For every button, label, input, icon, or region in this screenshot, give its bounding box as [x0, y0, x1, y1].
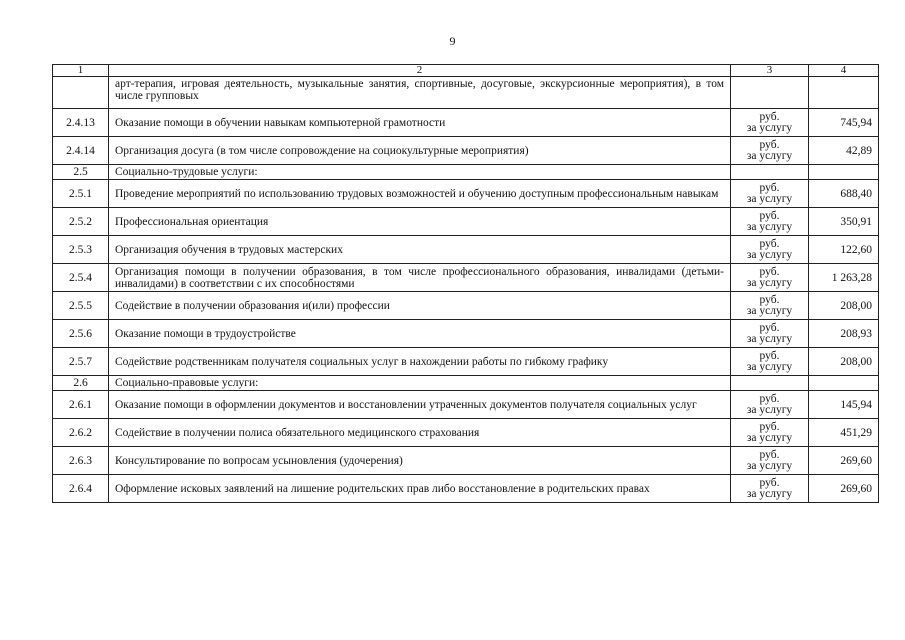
unit-cell	[731, 376, 809, 391]
price-cell: 269,60	[809, 447, 879, 475]
price-cell	[809, 165, 879, 180]
unit-line-1: руб.	[759, 420, 780, 433]
price-cell: 688,40	[809, 180, 879, 208]
service-description: Содействие в получении полиса обязательного медицинского страхования	[109, 419, 731, 447]
price-cell: 208,00	[809, 292, 879, 320]
unit-cell	[731, 236, 809, 264]
unit-line-2: за услугу	[746, 403, 793, 416]
service-description: Организация обучения в трудовых мастерских	[109, 236, 731, 264]
price-cell: 145,94	[809, 391, 879, 419]
table-row	[53, 348, 879, 376]
row-number: 2.6.3	[53, 447, 109, 475]
row-number: 2.5.7	[53, 348, 109, 376]
unit-line-2: за услугу	[746, 276, 793, 289]
table-row	[53, 419, 879, 447]
unit-cell	[731, 320, 809, 348]
table-row	[53, 475, 879, 503]
unit-line-1: руб.	[759, 237, 780, 250]
unit-line-2: за услугу	[746, 304, 793, 317]
table-row	[53, 208, 879, 236]
table-row	[53, 447, 879, 475]
header-col-2: 2	[109, 65, 731, 77]
unit-cell	[731, 208, 809, 236]
unit-line-1: руб.	[759, 476, 780, 489]
section-row	[53, 165, 879, 180]
row-number: 2.6	[53, 376, 109, 391]
table-row	[53, 320, 879, 348]
header-col-4: 4	[809, 65, 879, 77]
tariff-table	[52, 64, 879, 503]
unit-line-2: за услугу	[746, 431, 793, 444]
price-cell: 208,93	[809, 320, 879, 348]
service-description: Содействие родственникам получателя социальных услуг в нахождении работы по гибкому графику	[109, 348, 731, 376]
unit-line-2: за услугу	[746, 459, 793, 472]
unit-line-2: за услугу	[746, 487, 793, 500]
continuation-price-cell	[809, 77, 879, 109]
unit-cell	[731, 419, 809, 447]
price-cell: 451,29	[809, 419, 879, 447]
table-row	[53, 292, 879, 320]
table-header-row	[53, 65, 879, 77]
service-description: Оформление исковых заявлений на лишение родительских прав либо восстановление в родительских правах	[109, 475, 731, 503]
row-number: 2.4.13	[53, 109, 109, 137]
row-number: 2.6.4	[53, 475, 109, 503]
section-title: Социально-трудовые услуги:	[109, 165, 731, 180]
unit-line-2: за услугу	[746, 121, 793, 134]
price-cell	[809, 376, 879, 391]
service-description: Организация помощи в получении образования, в том числе профессионального образования, инвалидами (детьми-инвалидами) в соответствии с их способностями	[109, 264, 731, 292]
unit-line-2: за услугу	[746, 332, 793, 345]
row-number: 2.5.6	[53, 320, 109, 348]
row-number: 2.4.14	[53, 137, 109, 165]
page-number: 9	[449, 34, 456, 48]
unit-cell	[731, 264, 809, 292]
unit-cell	[731, 165, 809, 180]
row-number: 2.5.5	[53, 292, 109, 320]
table-row	[53, 180, 879, 208]
section-row	[53, 376, 879, 391]
unit-line-2: за услугу	[746, 192, 793, 205]
service-description: Оказание помощи в оформлении документов и восстановлении утраченных документов получателя социальных услуг	[109, 391, 731, 419]
row-number: 2.6.2	[53, 419, 109, 447]
continuation-row	[53, 77, 879, 109]
unit-line-1: руб.	[759, 181, 780, 194]
unit-cell	[731, 391, 809, 419]
price-cell: 745,94	[809, 109, 879, 137]
service-description: Оказание помощи в трудоустройстве	[109, 320, 731, 348]
continuation-unit-cell	[731, 77, 809, 109]
continuation-num-cell	[53, 77, 109, 109]
price-cell: 1 263,28	[809, 264, 879, 292]
unit-cell	[731, 447, 809, 475]
unit-line-1: руб.	[759, 110, 780, 123]
unit-line-1: руб.	[759, 265, 780, 278]
service-description: Организация досуга (в том числе сопровождение на социокультурные мероприятия)	[109, 137, 731, 165]
row-number: 2.6.1	[53, 391, 109, 419]
unit-line-1: руб.	[759, 321, 780, 334]
unit-line-2: за услугу	[746, 220, 793, 233]
row-number: 2.5.3	[53, 236, 109, 264]
service-description: Проведение мероприятий по использованию трудовых возможностей и обучению доступным профессиональным навыкам	[109, 180, 731, 208]
unit-cell	[731, 137, 809, 165]
unit-cell	[731, 475, 809, 503]
unit-line-1: руб.	[759, 448, 780, 461]
price-cell: 208,00	[809, 348, 879, 376]
unit-line-2: за услугу	[746, 149, 793, 162]
row-number: 2.5	[53, 165, 109, 180]
header-col-1: 1	[53, 65, 109, 77]
service-description: Консультирование по вопросам усыновления (удочерения)	[109, 447, 731, 475]
row-number: 2.5.1	[53, 180, 109, 208]
continuation-text: арт-терапия, игровая деятельность, музыкальные занятия, спортивные, досуговые, экскурсионные мероприятия), в том числе групповых	[109, 77, 731, 109]
unit-line-2: за услугу	[746, 360, 793, 373]
price-cell: 269,60	[809, 475, 879, 503]
unit-cell	[731, 348, 809, 376]
unit-line-1: руб.	[759, 209, 780, 222]
price-cell: 122,60	[809, 236, 879, 264]
table-row	[53, 109, 879, 137]
unit-line-2: за услугу	[746, 248, 793, 261]
unit-line-1: руб.	[759, 293, 780, 306]
service-description: Профессиональная ориентация	[109, 208, 731, 236]
row-number: 2.5.4	[53, 264, 109, 292]
unit-cell	[731, 109, 809, 137]
table-row	[53, 236, 879, 264]
service-description: Оказание помощи в обучении навыкам компьютерной грамотности	[109, 109, 731, 137]
unit-line-1: руб.	[759, 138, 780, 151]
unit-cell	[731, 292, 809, 320]
unit-cell	[731, 180, 809, 208]
price-cell: 350,91	[809, 208, 879, 236]
header-col-3: 3	[731, 65, 809, 77]
row-number: 2.5.2	[53, 208, 109, 236]
unit-line-1: руб.	[759, 392, 780, 405]
price-cell: 42,89	[809, 137, 879, 165]
unit-line-1: руб.	[759, 349, 780, 362]
table-row	[53, 264, 879, 292]
table-row	[53, 137, 879, 165]
service-description: Содействие в получении образования и(или) профессии	[109, 292, 731, 320]
section-title: Социально-правовые услуги:	[109, 376, 731, 391]
table-row	[53, 391, 879, 419]
